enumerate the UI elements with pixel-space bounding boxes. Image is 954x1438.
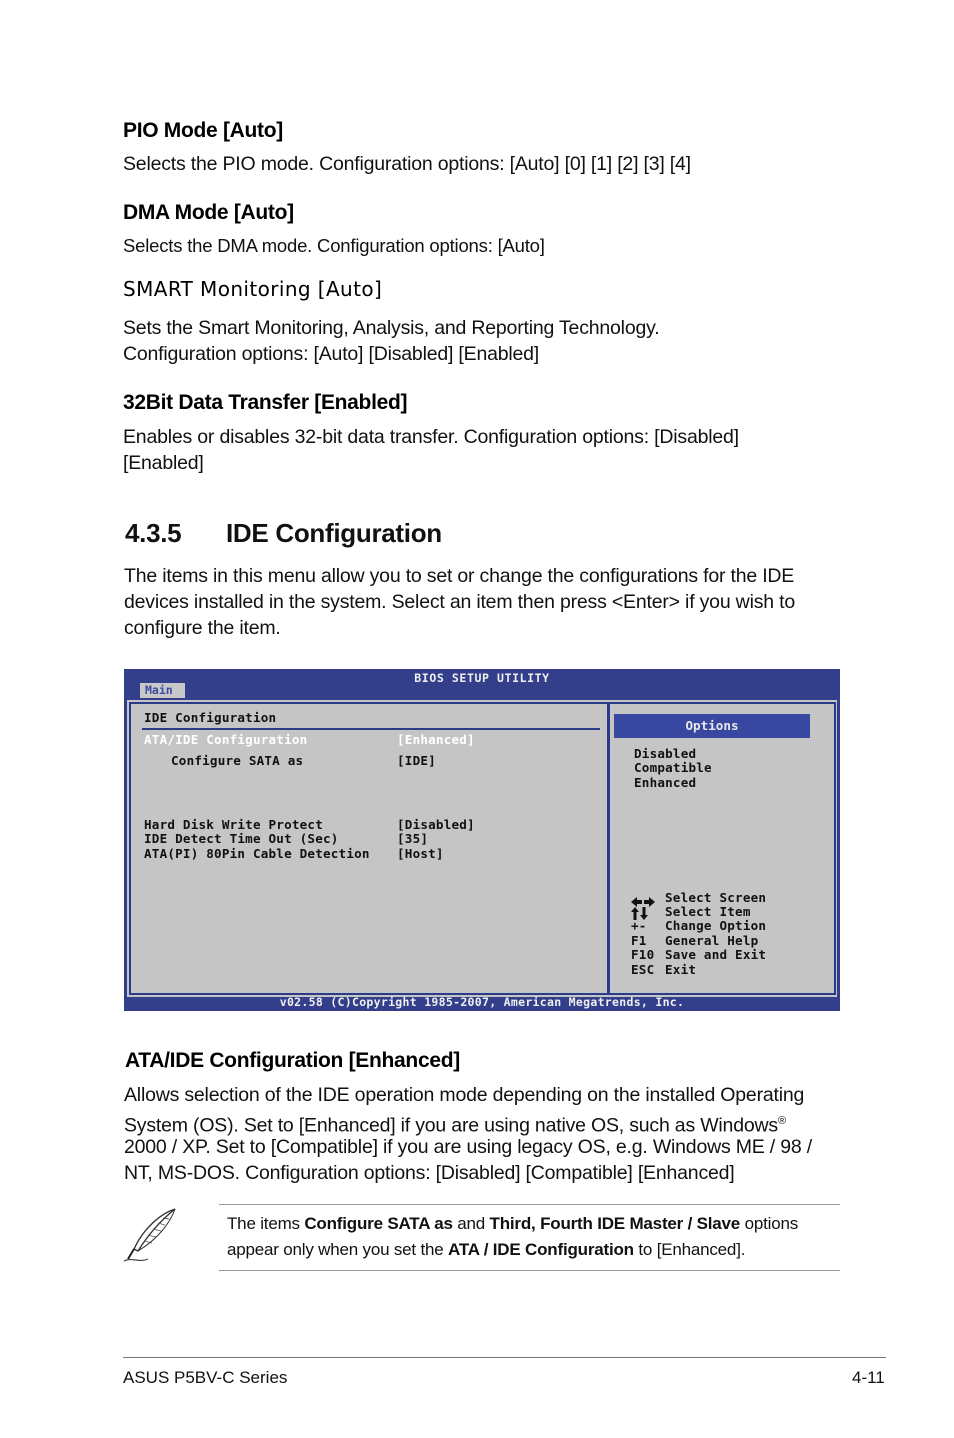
ide-configuration-heading	[125, 518, 442, 549]
note-top-rule	[219, 1204, 840, 1205]
pio-mode-description: Selects the PIO mode. Configuration options: [Auto] [0] [1] [2] [3] [4]	[123, 153, 691, 175]
bios-item-cable-detection-value[interactable]: [Host]	[397, 846, 444, 861]
bios-item-ata-ide-label[interactable]: ATA/IDE Configuration	[144, 732, 308, 747]
ata-ide-heading: ATA/IDE Configuration [Enhanced]	[125, 1049, 460, 1072]
ata-ide-line-1: Allows selection of the IDE operation mode depending on the installed Operating	[124, 1084, 805, 1106]
help-key-plus-minus: +-	[631, 918, 647, 933]
help-exit: Exit	[665, 962, 697, 977]
bios-screen	[124, 669, 840, 1011]
note-text	[227, 1211, 839, 1263]
option-disabled[interactable]: Disabled	[634, 746, 697, 761]
help-save-exit: Save and Exit	[665, 947, 767, 962]
data-transfer-description-1: Enables or disables 32-bit data transfer. Configuration options: [Disabled]	[123, 426, 739, 448]
bios-item-write-protect-label[interactable]: Hard Disk Write Protect	[144, 817, 323, 832]
bios-item-ata-ide-value[interactable]: [Enhanced]	[397, 732, 475, 747]
section-number: 4.3.5	[125, 518, 182, 548]
help-key-f1: F1	[631, 933, 647, 948]
dma-mode-description: Selects the DMA mode. Configuration options: [Auto]	[123, 235, 545, 256]
help-general-help: General Help	[665, 933, 759, 948]
smart-monitoring-description-2: Configuration options: [Auto] [Disabled] [Enabled]	[123, 343, 540, 365]
ide-intro-3: configure the item.	[124, 617, 281, 639]
note-text-3: options appear only when you set the	[227, 1214, 799, 1259]
help-select-screen: Select Screen	[665, 890, 767, 905]
bios-separator	[142, 728, 600, 730]
registered-mark: ®	[777, 1115, 786, 1127]
bios-copyright: v02.58 (C)Copyright 1985-2007, American Megatrends, Inc.	[279, 995, 685, 1009]
bios-item-detect-timeout-label[interactable]: IDE Detect Time Out (Sec)	[144, 831, 339, 846]
note-ata-ide-config: ATA / IDE Configuration	[448, 1240, 634, 1259]
dma-mode-heading: DMA Mode [Auto]	[123, 201, 294, 224]
ata-ide-line-2-text: System (OS). Set to [Enhanced] if you are using native OS, such as Windows	[124, 1114, 778, 1137]
note-text-2: and	[452, 1214, 490, 1233]
note-text-1: The items	[227, 1214, 305, 1233]
bios-item-configure-sata-label[interactable]: Configure SATA as	[171, 753, 304, 768]
bios-item-detect-timeout-value[interactable]: [35]	[397, 831, 429, 846]
section-title: IDE Configuration	[226, 518, 442, 548]
bios-section-title: IDE Configuration	[144, 710, 277, 725]
help-key-f10: F10	[631, 947, 655, 962]
footer-product: ASUS P5BV-C Series	[123, 1368, 288, 1387]
data-transfer-description-2: [Enabled]	[123, 452, 204, 474]
footer-rule	[123, 1357, 886, 1358]
up-down-arrows-icon	[631, 905, 649, 918]
left-right-arrows-icon	[631, 893, 655, 905]
note-bottom-rule	[219, 1270, 840, 1271]
bios-title: BIOS SETUP UTILITY	[414, 671, 550, 685]
ata-ide-line-3: 2000 / XP. Set to [Compatible] if you are using legacy OS, e.g. Windows ME / 98 /	[124, 1136, 812, 1158]
data-transfer-heading: 32Bit Data Transfer [Enabled]	[123, 391, 408, 414]
option-compatible[interactable]: Compatible	[634, 760, 712, 775]
note-third-fourth-ide: Third, Fourth IDE Master / Slave	[489, 1214, 741, 1233]
smart-monitoring-heading: SMART Monitoring [Auto]	[123, 277, 383, 301]
help-change-option: Change Option	[665, 918, 767, 933]
ata-ide-line-4: NT, MS-DOS. Configuration options: [Disabled] [Compatible] [Enhanced]	[124, 1162, 735, 1184]
feather-pen-icon	[122, 1207, 178, 1265]
help-key-esc: ESC	[631, 962, 655, 977]
bios-item-write-protect-value[interactable]: [Disabled]	[397, 817, 475, 832]
smart-monitoring-description-1: Sets the Smart Monitoring, Analysis, and Reporting Technology.	[123, 317, 660, 339]
bios-item-cable-detection-label[interactable]: ATA(PI) 80Pin Cable Detection	[144, 846, 370, 861]
ide-intro-2: devices installed in the system. Select an item then press <Enter> if you wish to	[124, 591, 795, 613]
footer-page-number: 4-11	[852, 1368, 885, 1387]
bios-item-configure-sata-value[interactable]: [IDE]	[397, 753, 436, 768]
tab-main[interactable]: Main	[140, 683, 185, 698]
note-text-4: to [Enhanced].	[633, 1240, 746, 1259]
note-configure-sata: Configure SATA as	[304, 1214, 453, 1233]
pio-mode-heading: PIO Mode [Auto]	[123, 119, 283, 142]
option-enhanced[interactable]: Enhanced	[634, 775, 697, 790]
help-select-item: Select Item	[665, 904, 751, 919]
options-header: Options	[614, 714, 810, 738]
ide-intro-1: The items in this menu allow you to set or change the configurations for the IDE	[124, 565, 795, 587]
